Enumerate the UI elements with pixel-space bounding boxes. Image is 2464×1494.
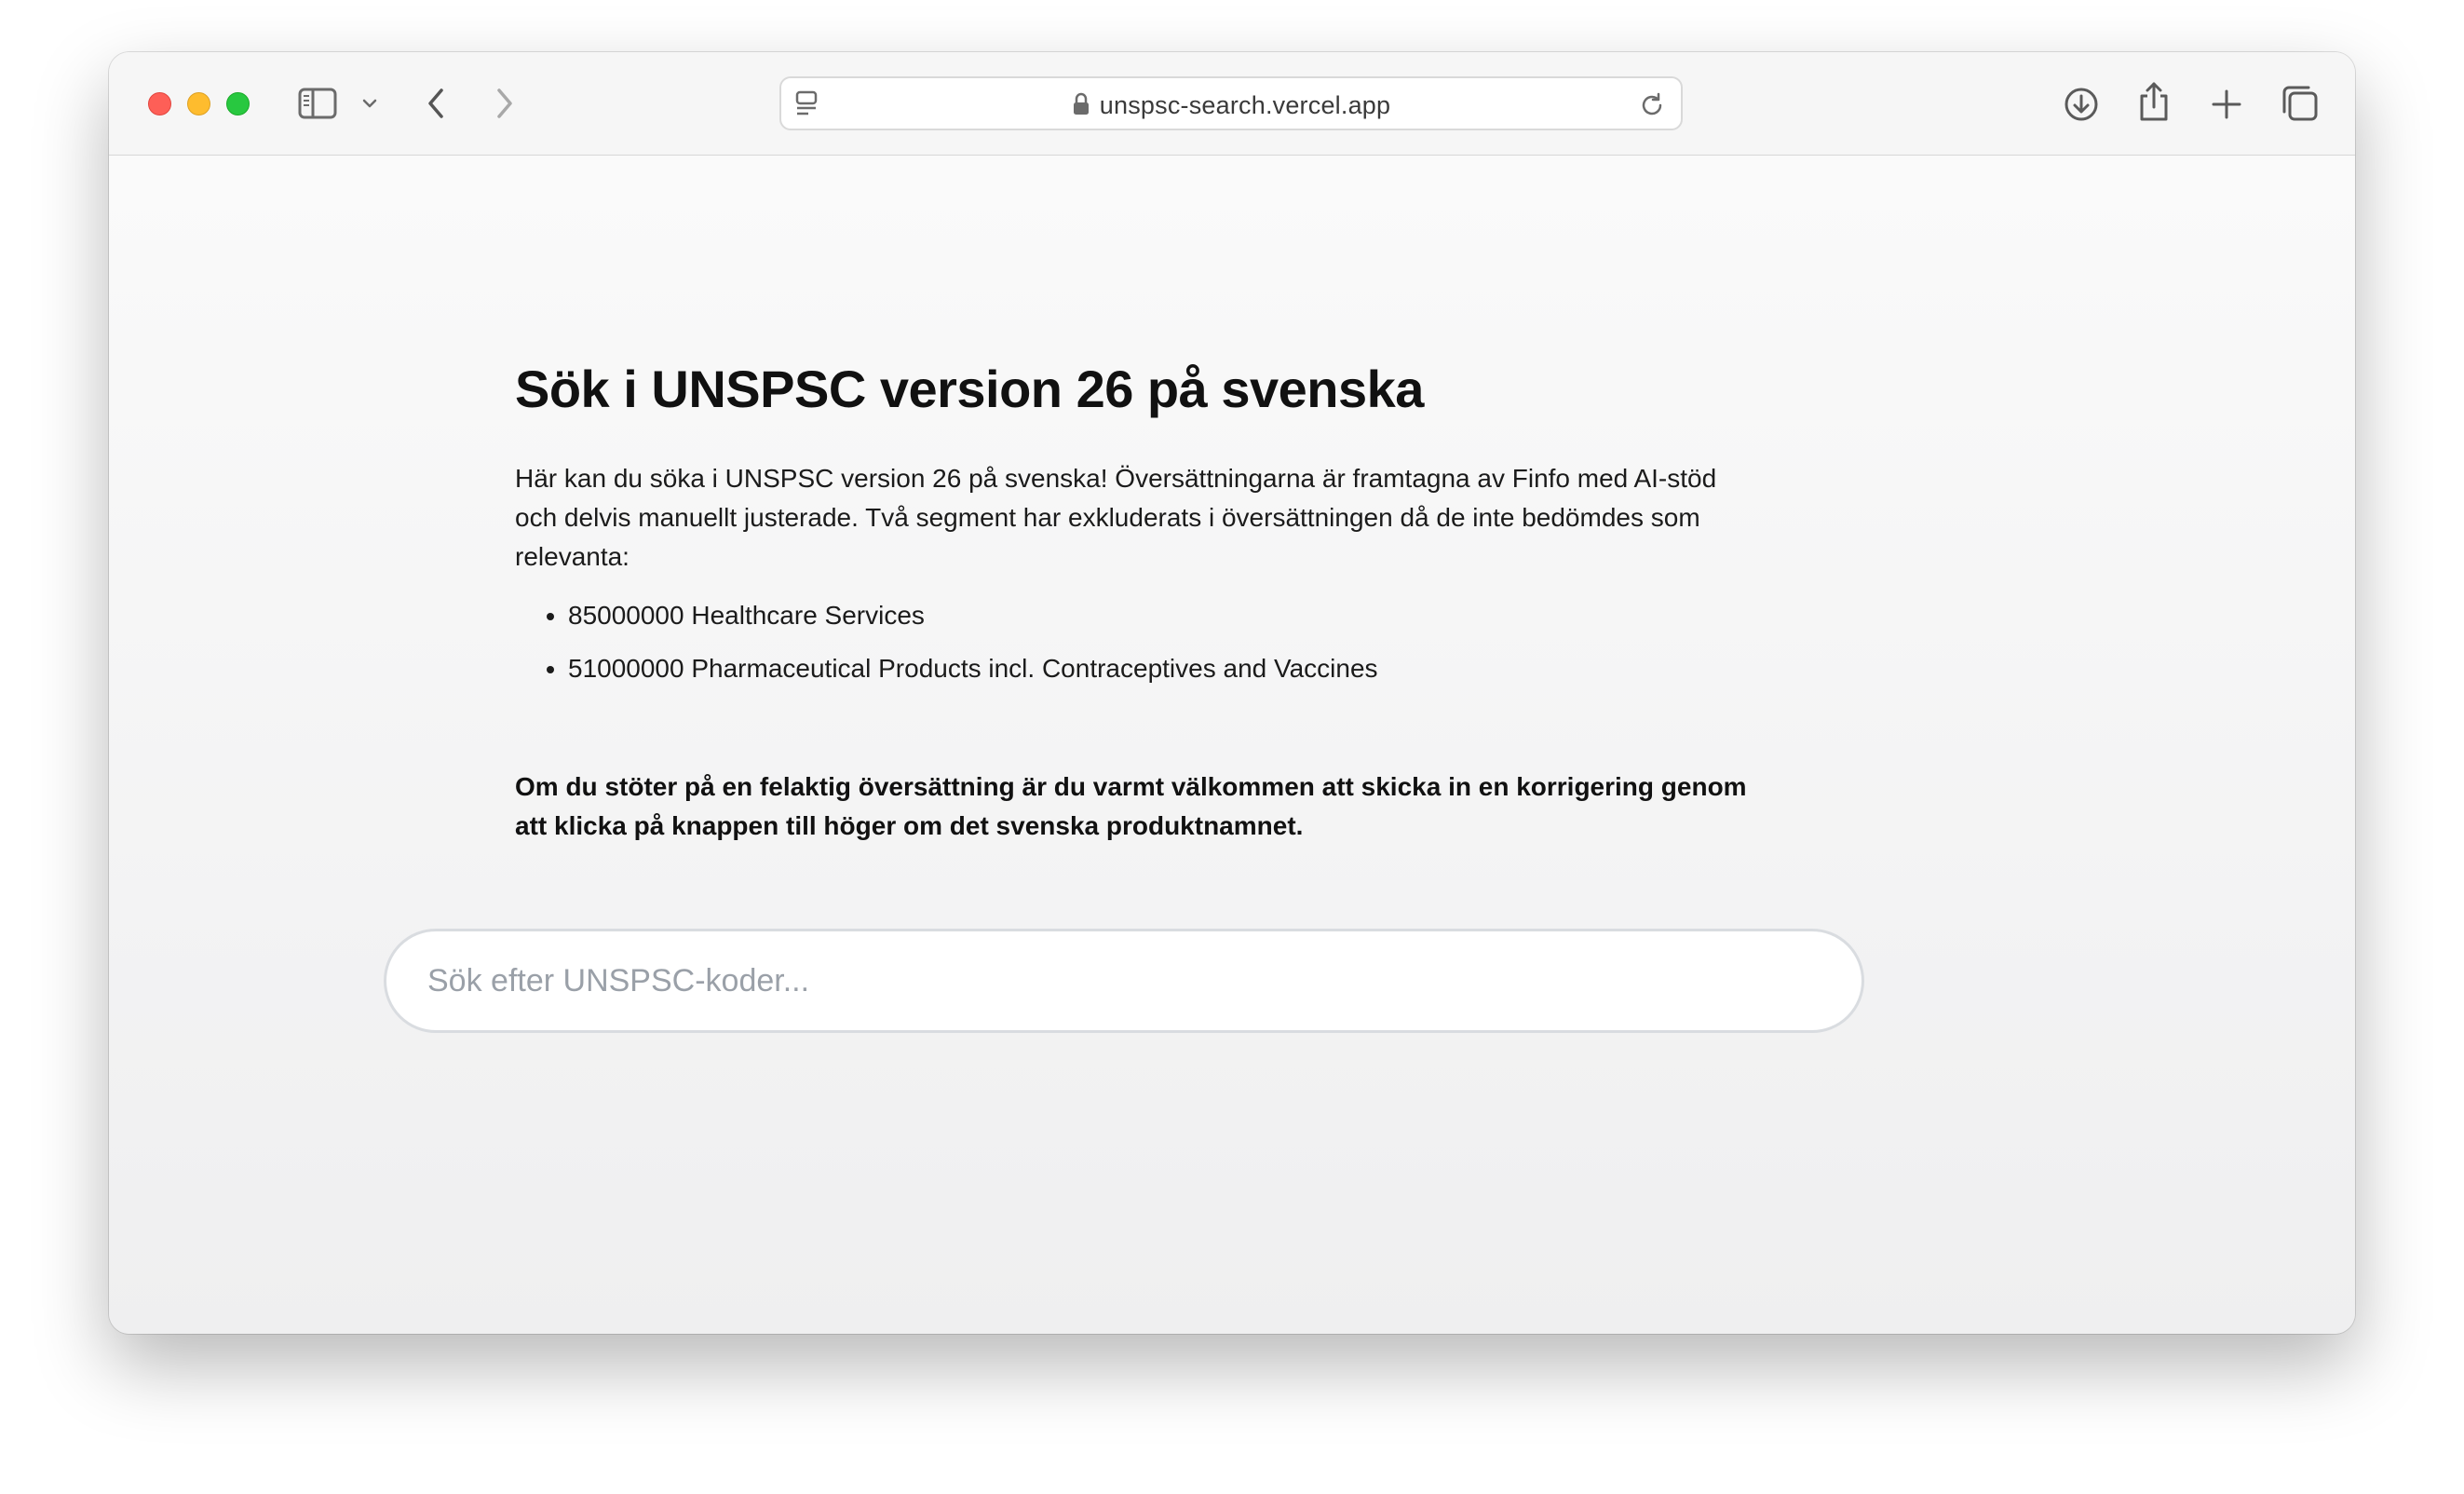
intro-text: Här kan du söka i UNSPSC version 26 på svenska! Översättningarna är framtagna av Finfo med AI-stöd och delvis manuellt justerade. Två segment har exkluderats i översättningen då de inte bedömdes som relevanta:	[515, 464, 1717, 571]
excluded-segments-list	[515, 596, 1816, 702]
page-content	[109, 156, 2355, 1334]
address-bar[interactable]	[779, 76, 1683, 130]
browser-toolbar	[109, 52, 2355, 156]
zoom-window-button[interactable]	[226, 92, 250, 115]
chevron-down-icon[interactable]	[361, 97, 378, 110]
share-icon[interactable]	[2137, 80, 2171, 123]
page-title: Sök i UNSPSC version 26 på svenska	[515, 360, 1424, 418]
list-item: • 51000000 Pharmaceutical Products incl. Contraceptives and Vaccines	[568, 649, 1816, 688]
minimize-window-button[interactable]	[187, 92, 210, 115]
url-text[interactable]	[781, 91, 1681, 123]
tab-overview-icon[interactable]	[2281, 84, 2320, 123]
search-input[interactable]	[384, 929, 1864, 1033]
url-label: unspsc-search.vercel.app	[1099, 91, 1391, 119]
plus-icon[interactable]	[2210, 88, 2243, 121]
sidebar-icon[interactable]	[298, 88, 337, 119]
reload-icon[interactable]	[1638, 91, 1666, 119]
close-window-button[interactable]	[148, 92, 171, 115]
lock-icon	[1072, 92, 1090, 123]
forward-arrow-icon[interactable]	[492, 86, 516, 121]
download-icon[interactable]	[2063, 86, 2100, 123]
list-item: • 85000000 Healthcare Services	[568, 596, 1816, 635]
back-arrow-icon[interactable]	[425, 86, 449, 121]
correction-note: Om du stöter på en felaktig översättning är du varmt välkommen att skicka in en korrigering genom att klicka på knappen till höger om det svenska produktnamnet.	[515, 772, 1747, 840]
